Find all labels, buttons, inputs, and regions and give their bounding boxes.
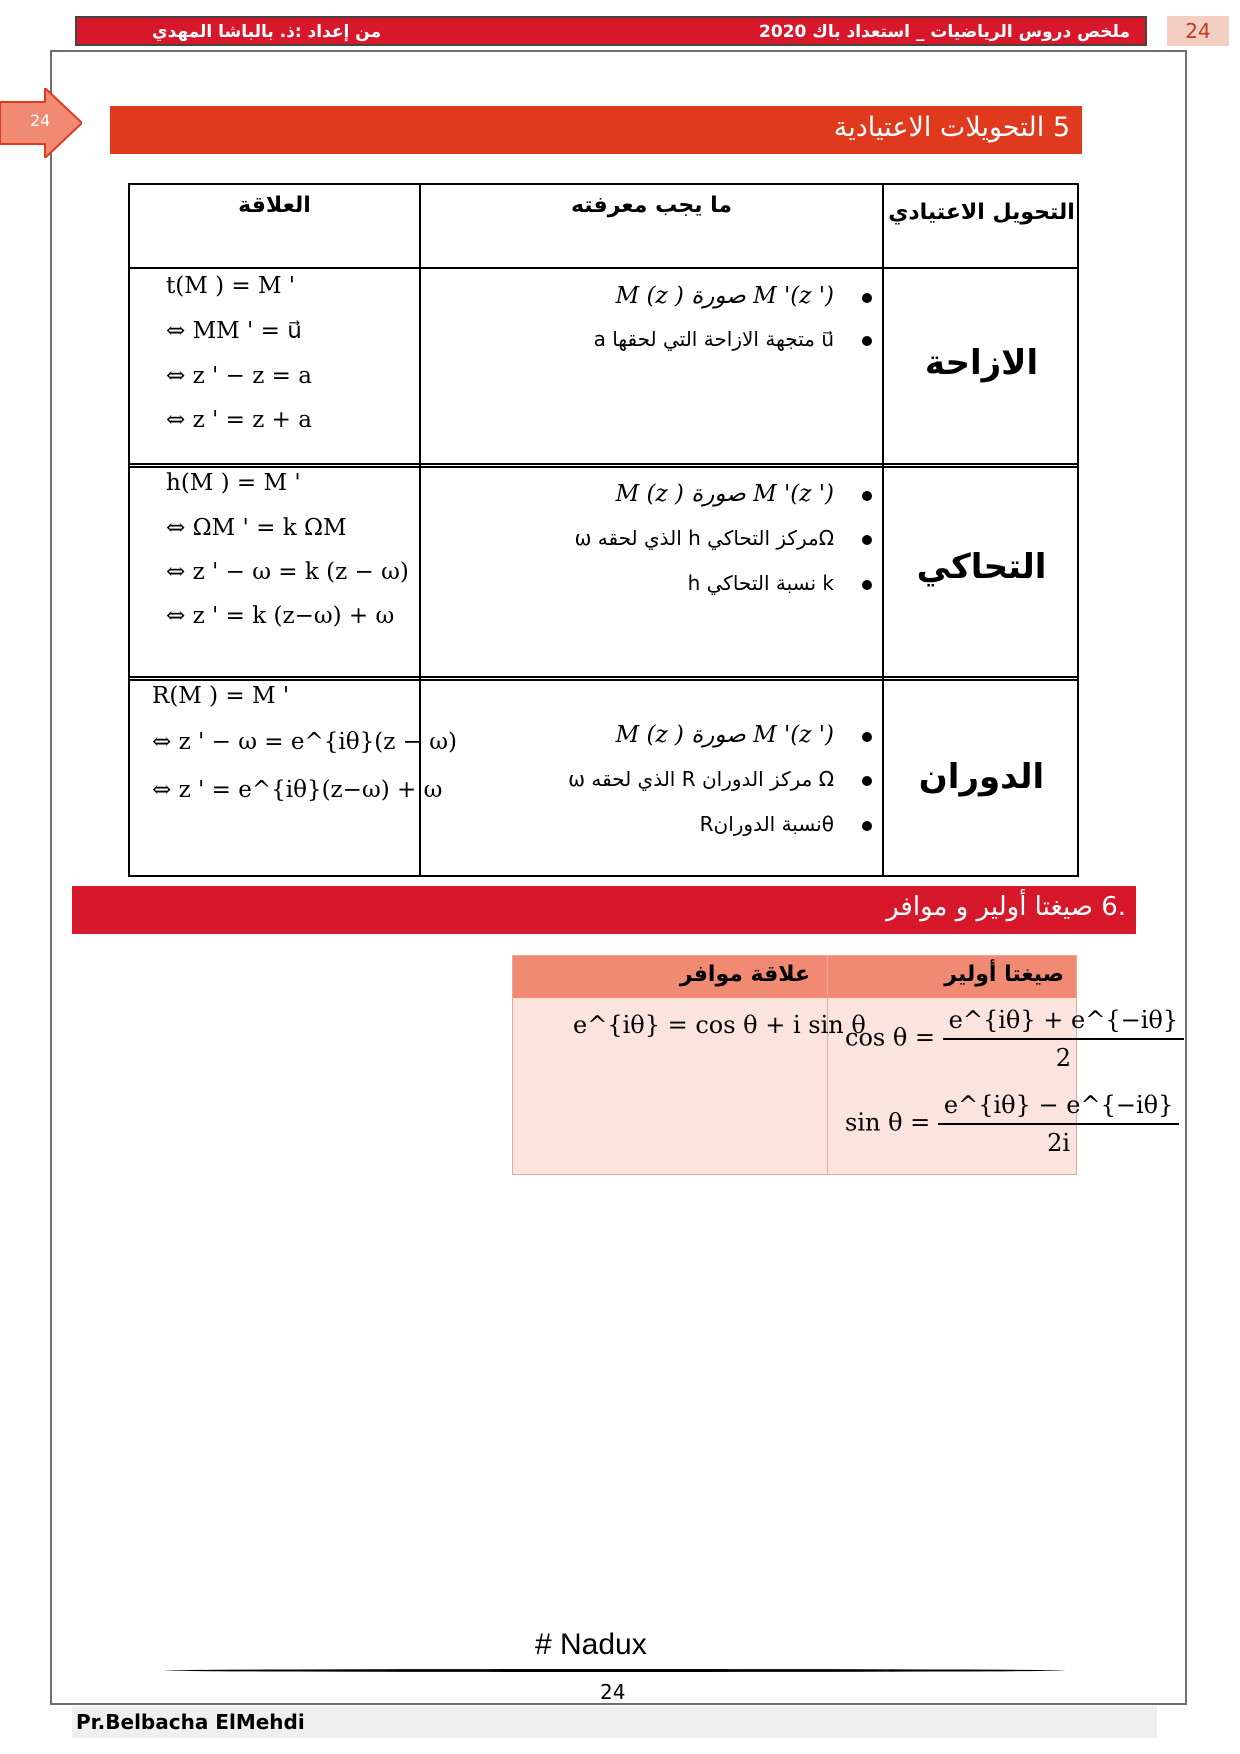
relation-line: ⇔ z ' − ω = k (z − ω) [166, 559, 409, 585]
list-item: M '(z ') صورة M (z ) [472, 481, 872, 507]
relation-line: ⇔ z ' = k (z−ω) + ω [166, 603, 395, 629]
section-6-title: .6 صيغتا أولير و موافر [886, 892, 1126, 922]
header-relation: العلاقة [238, 193, 311, 218]
euler-header: صيغتا أولير [944, 962, 1064, 987]
list-item: Ωمركز التحاكي h الذي لحقه ω [472, 526, 872, 550]
relation-line: ⇔ z ' − ω = e^{iθ}(z − ω) [152, 729, 457, 755]
list-item: θنسبة الدورانR [472, 812, 872, 836]
side-tab-number: 24 [30, 111, 51, 130]
relation-line: R(M ) = M ' [152, 683, 290, 709]
relation-line: ⇔ z ' − z = a [166, 363, 312, 389]
relation-line: ⇔ z ' = z + a [166, 407, 312, 433]
header-transform: التحويل الاعتيادي [888, 200, 1075, 225]
relation-line: ⇔ MM ' = u⃗ [166, 318, 302, 344]
section-6-title-bar [72, 886, 1136, 934]
relation-line: h(M ) = M ' [166, 470, 301, 496]
footer-page-number: 24 [600, 1680, 626, 1704]
header-title: ملخص دروس الرياضيات _ استعداد باك 2020 [759, 22, 1130, 42]
transform-name-rotation: الدوران [918, 757, 1045, 797]
footer-tag: # Nadux [535, 1628, 647, 1661]
relation-line: ⇔ ΩM ' = k ΩM [166, 515, 347, 541]
moivre-formula: e^{iθ} = cos θ + i sin θ [573, 1011, 866, 1039]
section-5-title: 5 التحويلات الاعتيادية [833, 112, 1070, 143]
footer-divider [165, 1669, 1065, 1672]
list-item: Ω مركز الدوران R الذي لحقه ω [472, 767, 872, 791]
list-item: u⃗ متجهة الازاحة التي لحقها a [472, 327, 872, 351]
moivre-header: علاقة موافر [679, 962, 810, 987]
relation-line: ⇔ z ' = e^{iθ}(z−ω) + ω [152, 777, 443, 803]
relation-line: t(M ) = M ' [166, 273, 296, 299]
euler-cos-formula: cos θ = $\frac{e\^{}\{i\theta\} + e\^{}\{-i\theta\}}{2}$ [845, 1006, 1184, 1072]
euler-sin-formula: sin θ = $\frac{e\^{}\{i\theta\} - e\^{}\{-i\theta\}}{2i}$ [845, 1091, 1179, 1157]
footer-author-bar [72, 1706, 1157, 1738]
header-author: من إعداد :ذ. بالباشا المهدي [152, 22, 382, 42]
section-5-title-bar [110, 106, 1082, 154]
transformations-table [128, 183, 1079, 877]
header-page-number: 24 [1167, 16, 1229, 46]
header-know: ما يجب معرفته [570, 193, 733, 218]
transform-name-homothety: التحاكي [916, 547, 1047, 587]
list-item: k نسبة التحاكي h [472, 571, 872, 595]
list-item: M '(z ') صورة M (z ) [472, 722, 872, 748]
transform-name-translation: الازاحة [924, 343, 1039, 383]
euler-moivre-table [512, 955, 1179, 1175]
header-bar [75, 16, 1147, 46]
list-item: M '(z ') صورة M (z ) [472, 283, 872, 309]
footer-author: Pr.Belbacha ElMehdi [76, 1710, 305, 1734]
